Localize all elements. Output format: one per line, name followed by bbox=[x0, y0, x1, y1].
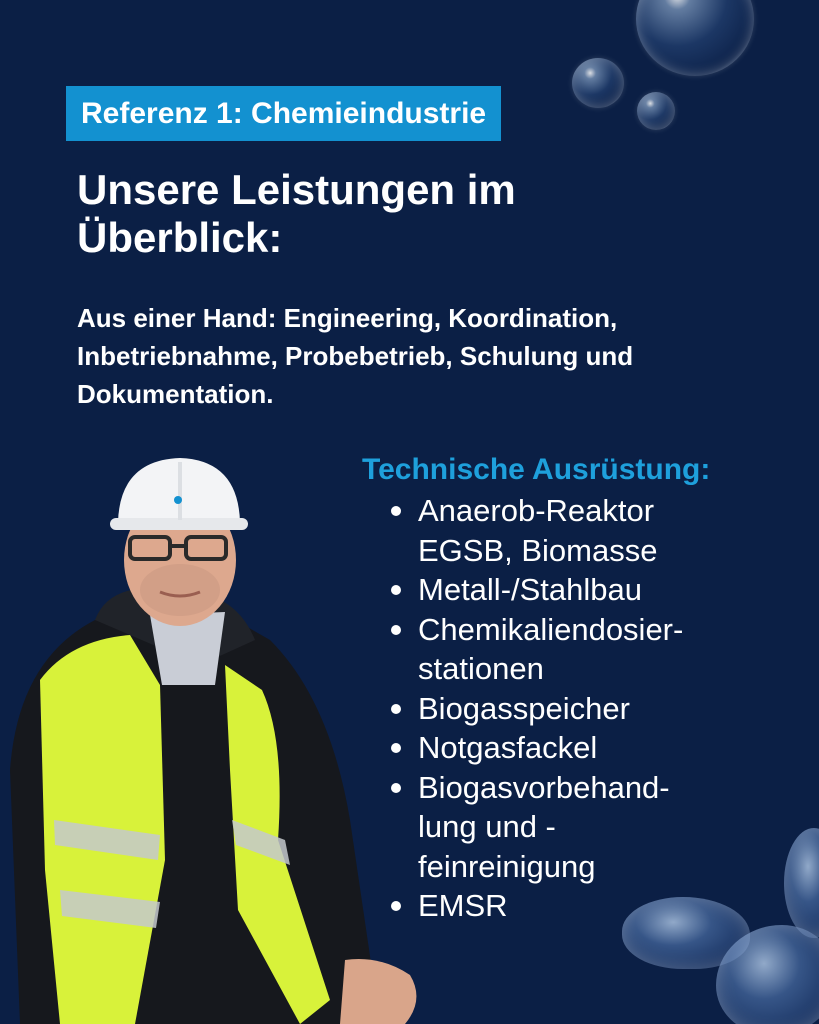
list-item: Chemikaliendosier- stationen bbox=[418, 610, 778, 689]
page-title bbox=[77, 166, 637, 262]
services-intro bbox=[77, 299, 767, 413]
equipment-list bbox=[418, 491, 778, 926]
list-item: Notgasfackel bbox=[418, 728, 778, 768]
list-item: Biogasspeicher bbox=[418, 689, 778, 729]
engineer-photo bbox=[0, 440, 480, 1024]
water-bubble-small bbox=[637, 92, 675, 130]
equipment-heading: Technische Ausrüstung: bbox=[362, 453, 711, 486]
water-drop-edge bbox=[784, 828, 819, 938]
list-item: Metall-/Stahlbau bbox=[418, 570, 778, 610]
intro-line-3: Dokumentation. bbox=[77, 379, 274, 409]
intro-line-1: Aus einer Hand: Engineering, Koordination, bbox=[77, 303, 618, 333]
intro-line-2: Inbetriebnahme, Probebetrieb, Schulung und bbox=[77, 341, 634, 371]
water-bubble-medium bbox=[572, 58, 624, 108]
list-item: EMSR bbox=[418, 886, 778, 926]
water-bubble-large bbox=[636, 0, 754, 76]
title-line-2: Überblick: bbox=[77, 214, 283, 261]
reference-tag: Referenz 1: Chemieindustrie bbox=[66, 86, 501, 141]
list-item: Anaerob-Reaktor EGSB, Biomasse bbox=[418, 491, 778, 570]
title-line-1: Unsere Leistungen im bbox=[77, 166, 516, 213]
list-item: Biogasvorbehand- lung und - feinreinigung bbox=[418, 768, 778, 887]
